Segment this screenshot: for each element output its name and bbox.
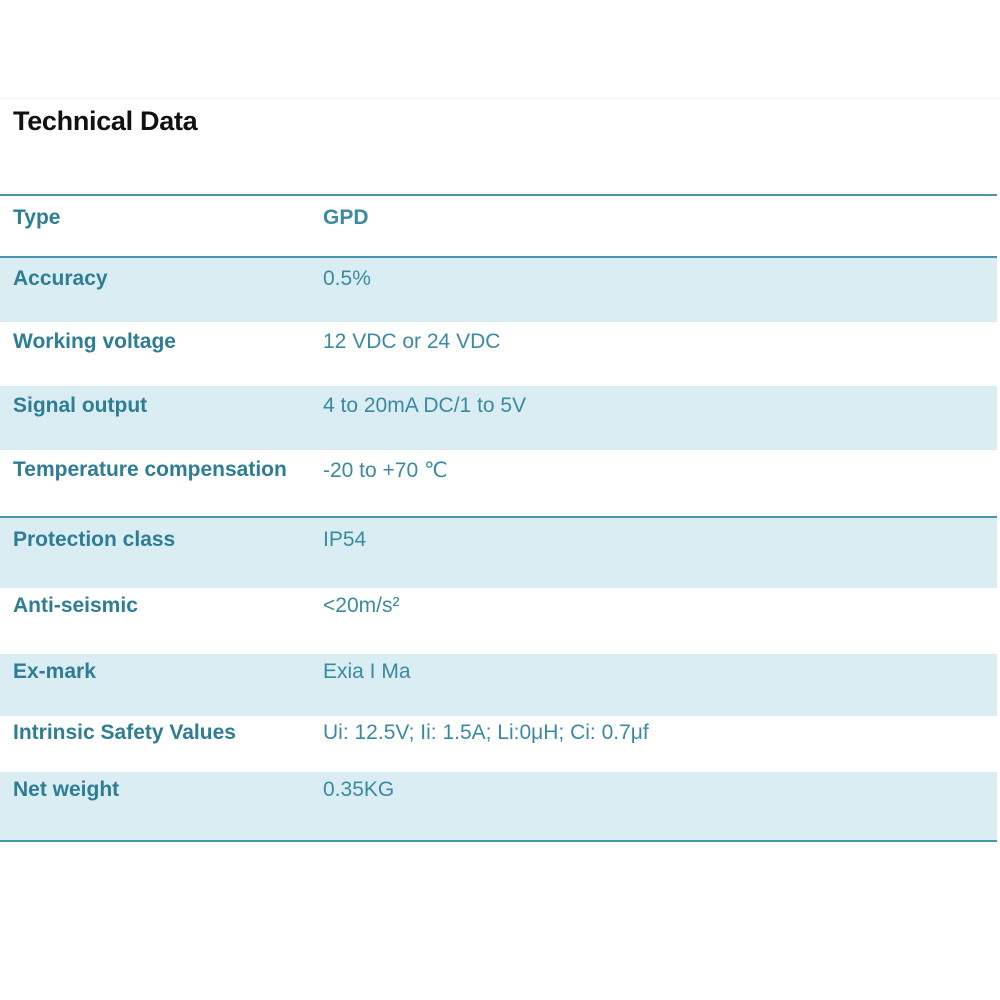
row-label: Ex-mark (13, 660, 96, 683)
row-label: Working voltage (13, 330, 176, 353)
row-label: Net weight (13, 778, 120, 801)
table-row-temperature-compensation (0, 450, 997, 516)
row-label: Temperature compensation (13, 458, 287, 481)
table-row-net-weight (0, 772, 997, 842)
row-value: 4 to 20mA DC/1 to 5V (323, 394, 527, 417)
table-row-protection-class (0, 516, 997, 588)
row-value: IP54 (323, 528, 367, 551)
table-row-accuracy (0, 256, 997, 322)
page-title: Technical Data (13, 106, 198, 136)
table-row-anti-seismic (0, 588, 997, 654)
row-label: Signal output (13, 394, 148, 417)
row-value: 0.35KG (323, 778, 395, 801)
row-label: Protection class (13, 528, 176, 551)
row-value: Exia I Ma (323, 660, 411, 683)
row-value: 0.5% (323, 267, 371, 290)
table-header-row (0, 194, 997, 258)
header-value: GPD (323, 206, 369, 229)
table-row-working-voltage (0, 322, 997, 386)
row-label: Intrinsic Safety Values (13, 721, 236, 744)
row-value: Ui: 12.5V; Ii: 1.5A; Li:0μH; Ci: 0.7μf (323, 721, 649, 744)
row-value: <20m/s² (323, 594, 400, 617)
row-value: 12 VDC or 24 VDC (323, 330, 501, 353)
table-row-intrinsic-safety-values (0, 716, 997, 772)
row-label: Anti-seismic (13, 594, 138, 617)
header-label: Type (13, 206, 61, 229)
top-band (0, 0, 1000, 99)
table-row-signal-output (0, 386, 997, 450)
row-label: Accuracy (13, 267, 108, 290)
table-row-ex-mark (0, 654, 997, 716)
row-value: -20 to +70 ℃ (323, 459, 448, 482)
